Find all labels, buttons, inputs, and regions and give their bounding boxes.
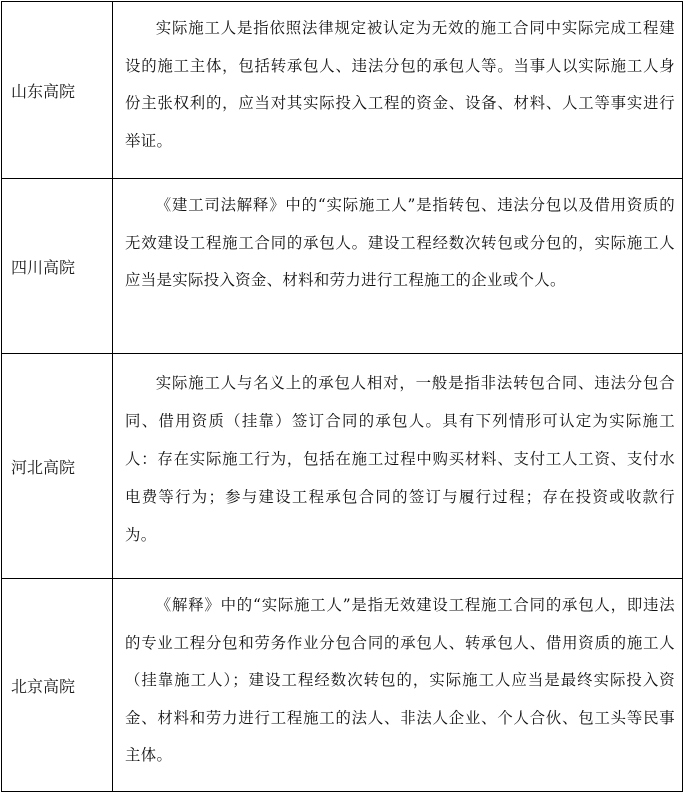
table-row [2, 2, 682, 179]
table-row [2, 354, 682, 579]
definition-cell: 实际施工人与名义上的承包人相对，一般是指非法转包合同、违法分包合同、借用资质（挂靠）签订合同的承包人。具有下列情形可认定为实际施工人：存在实际施工行为，包括在施工过程中购买材料、支付工人工资、支付水电费等行为；参与建设工程承包合同的签订与履行过程；存在投资或收款行为。 [125, 374, 675, 544]
table-row [2, 179, 682, 354]
definition-cell: 《建工司法解释》中的“实际施工人”是指转包、违法分包以及借用资质的无效建设工程施工合同的承包人。建设工程经数次转包或分包的，实际施工人应当是实际投入资金、材料和劳力进行工程施工的企业或个人。 [125, 196, 675, 289]
court-name-cell: 河北高院 [2, 354, 113, 578]
court-name-cell: 北京高院 [2, 579, 113, 791]
definition-cell: 《解释》中的“实际施工人”是指无效建设工程施工合同的承包人，即违法的专业工程分包和劳务作业分包合同的承包人、转承包人、借用资质的施工人（挂靠施工人）；建设工程经数次转包的，实际施工人应当是最终实际投入资金、材料和劳力进行工程施工的法人、非法人企业、个人合伙、包工头等民事主体。 [125, 596, 675, 764]
court-name-cell: 四川高院 [2, 179, 113, 353]
definitions-table [1, 1, 683, 792]
table-row [2, 579, 682, 791]
definition-cell: 实际施工人是指依照法律规定被认定为无效的施工合同中实际完成工程建设的施工主体，包括转承包人、违法分包的承包人等。当事人以实际施工人身份主张权利的，应当对其实际投入工程的资金、设备、材料、人工等事实进行举证。 [125, 19, 675, 150]
court-name-cell: 山东高院 [2, 2, 113, 178]
